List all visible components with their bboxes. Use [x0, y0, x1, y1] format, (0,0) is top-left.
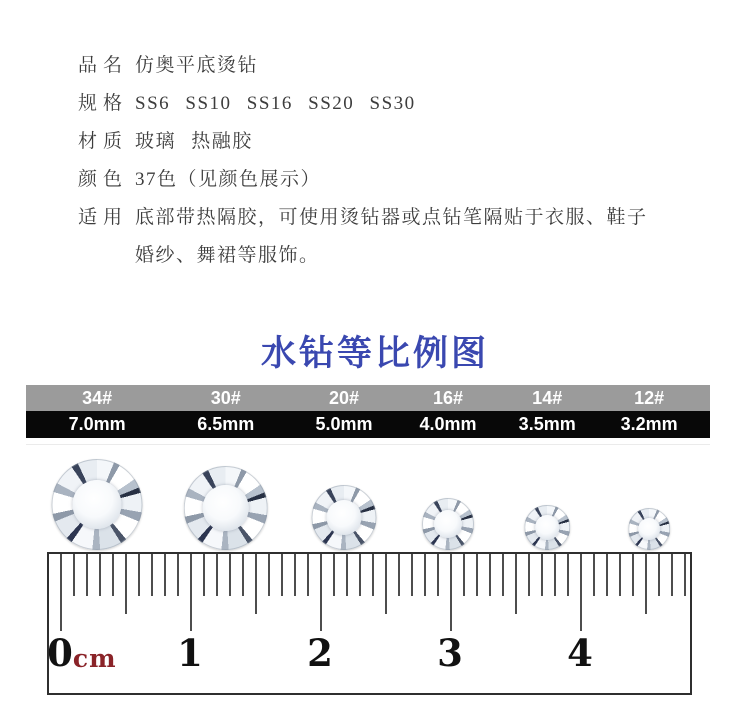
ruler-tick: [658, 554, 660, 596]
ruler-tick: [99, 554, 101, 596]
ruler-tick: [151, 554, 153, 596]
info-value: [135, 199, 718, 275]
diameter-label: 4.0mm: [419, 414, 477, 434]
ruler-tick: [619, 554, 621, 596]
ruler-tick: [307, 554, 309, 596]
ruler-tick: [346, 554, 348, 596]
ruler-tick: [320, 554, 322, 631]
ruler-tick: [177, 554, 179, 596]
info-row-material: [78, 123, 718, 161]
ruler-tick: [125, 554, 127, 614]
diameter-label: 5.0mm: [315, 414, 373, 434]
rhinestone-16: [422, 498, 474, 550]
info-row-color: [78, 161, 718, 199]
size-label: 34#: [82, 388, 113, 408]
ruler-tick: [216, 554, 218, 596]
rhinestone-20: [312, 485, 377, 550]
ruler-tick: [190, 554, 192, 631]
divider-line: [26, 444, 710, 445]
diameter-label: 6.5mm: [197, 414, 255, 434]
info-value-text: 玻璃 热融胶: [135, 131, 253, 152]
ruler-tick: [333, 554, 335, 596]
ruler-tick: [541, 554, 543, 596]
info-label: 材质: [78, 131, 129, 152]
ruler-tick: [450, 554, 452, 631]
ruler-tick: [606, 554, 608, 596]
info-value-text: SS6 SS10 SS16 SS20 SS30: [135, 93, 416, 114]
ruler-tick: [528, 554, 530, 596]
ruler-tick: [138, 554, 140, 596]
size-row: [26, 385, 710, 411]
ruler-tick: [372, 554, 374, 596]
ruler-tick: [554, 554, 556, 596]
ruler-tick: [411, 554, 413, 596]
info-label: 规格: [78, 93, 129, 114]
info-row-spec: [78, 85, 718, 123]
ruler-tick: [60, 554, 62, 631]
ruler-tick: [489, 554, 491, 596]
ruler-tick: [476, 554, 478, 596]
product-info: [78, 47, 718, 275]
rhinestone-30: [183, 466, 268, 551]
ruler-tick: [515, 554, 517, 614]
ruler-tick: [281, 554, 283, 596]
ruler-tick: [671, 554, 673, 596]
info-value-text: 37色（见颜色展示）: [135, 169, 322, 190]
info-value: [135, 123, 718, 161]
rhinestone-12: [628, 508, 670, 550]
info-value-text: 底部带热隔胶，可使用烫钻器或点钻笔隔贴于衣服、鞋子: [135, 207, 648, 228]
size-label: 12#: [634, 388, 665, 408]
ruler-tick: [502, 554, 504, 596]
ruler-tick: [359, 554, 361, 596]
info-value-text-line2: 婚纱、舞裙等服饰。: [135, 245, 320, 266]
ruler-number: 2: [307, 631, 333, 675]
diagram-title: 水钻等比例图: [260, 333, 489, 374]
stones-row: [26, 446, 710, 552]
ruler-tick: [268, 554, 270, 596]
info-value-text: 仿奥平底烫钻: [135, 55, 259, 76]
info-label: 颜色: [78, 169, 129, 190]
ruler-tick: [385, 554, 387, 614]
ruler-tick: [463, 554, 465, 596]
ruler-tick: [632, 554, 634, 596]
rhinestone-14: [524, 505, 570, 551]
ruler-tick: [580, 554, 582, 631]
ruler-tick: [593, 554, 595, 596]
size-label: 20#: [329, 388, 360, 408]
ruler-tick: [294, 554, 296, 596]
diameter-label: 7.0mm: [68, 414, 126, 434]
ruler-tick: [73, 554, 75, 596]
ruler-tick: [424, 554, 426, 596]
ruler-tick: [567, 554, 569, 596]
ruler-number: 4: [567, 631, 593, 675]
diameter-row: [26, 411, 710, 438]
info-value: [135, 85, 718, 123]
ruler-tick: [645, 554, 647, 614]
info-row-usage: [78, 199, 718, 275]
info-row-name: [78, 47, 718, 85]
rhinestone-34: [52, 459, 143, 550]
info-value: [135, 47, 718, 85]
ruler-tick: [437, 554, 439, 596]
size-table: [26, 385, 710, 438]
ruler-tick: [684, 554, 686, 596]
ruler-tick: [398, 554, 400, 596]
ruler-tick: [242, 554, 244, 596]
ruler-tick: [86, 554, 88, 596]
ruler-tick: [203, 554, 205, 596]
ruler-unit-label: cm: [72, 644, 117, 673]
ruler-tick: [164, 554, 166, 596]
ruler: [47, 552, 692, 695]
ruler-number: 0 cm: [47, 631, 117, 675]
info-value: [135, 161, 718, 199]
ruler-tick: [255, 554, 257, 614]
ruler-tick: [112, 554, 114, 596]
size-label: 14#: [532, 388, 563, 408]
size-label: 16#: [432, 388, 464, 408]
info-label: 品名: [78, 55, 129, 76]
info-label: 适用: [78, 207, 129, 228]
ruler-number: 1: [177, 631, 203, 675]
size-label: 30#: [210, 388, 241, 408]
ruler-number: 3: [437, 631, 463, 675]
diameter-label: 3.5mm: [518, 414, 576, 434]
diameter-label: 3.2mm: [620, 414, 678, 434]
ruler-tick: [229, 554, 231, 596]
